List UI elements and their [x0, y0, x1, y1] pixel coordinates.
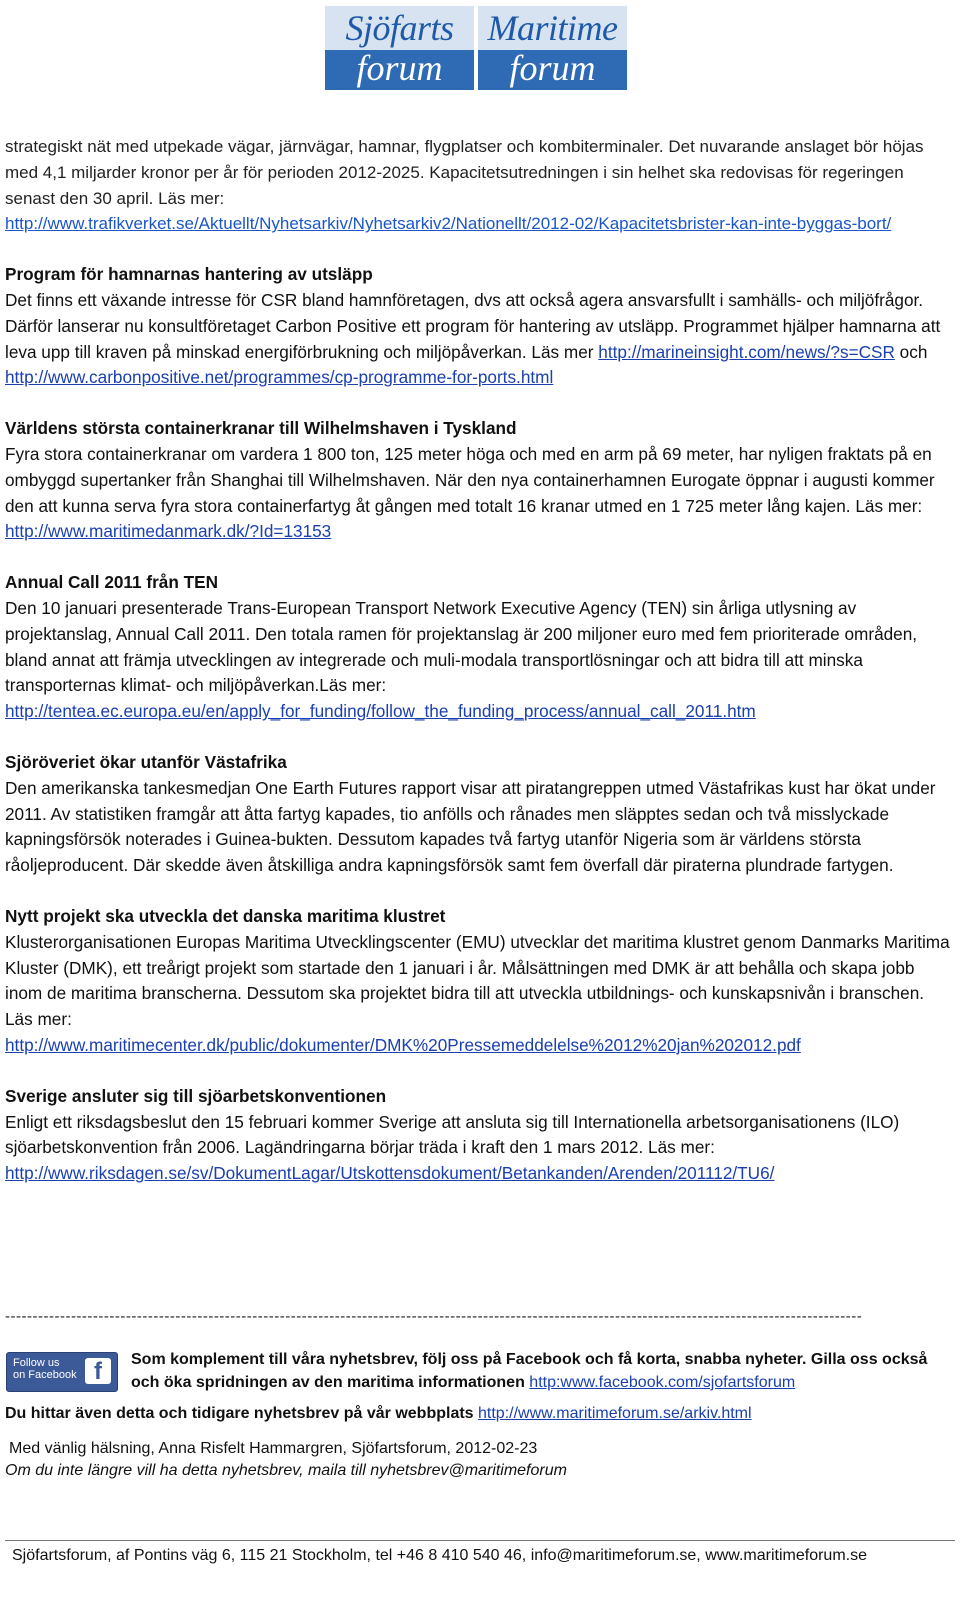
- news-link[interactable]: http://www.maritimecenter.dk/public/dokumenter/DMK%20Pressemeddelelse%2012%20jan%202012.pdf: [5, 1034, 801, 1055]
- news-body: Den 10 januari presenterade Trans-European Transport Network Executive Agency (TEN) sin årliga utlysning av projektanslag, Annual Call 2011. Den totala ramen för projektanslag är 200 miljoner euro med fem prioriterade områden, bland annat att främja utvecklingen av integrerade och muli-modala transportlösningar och att bidra till att minska transporternas klimat- och miljöpåverkan.Läs mer:: [5, 597, 918, 696]
- facebook-badge-line2: on Facebook: [13, 1369, 77, 1381]
- intro-text: strategiskt nät med utpekade vägar, järnvägar, hamnar, flygplatser och kombiterminaler. Det nuvarande anslaget bör höjas med 4,1 miljarder kronor per år för perioden 2012-2025. Kapacitetsutredningen i sin helhet ska redovisas för regeringen senast den 30 april. Läs mer:: [5, 137, 924, 208]
- news-title: Världens största containerkranar till Wilhelmshaven i Tyskland: [5, 418, 517, 439]
- unsubscribe-note: Om du inte längre vill ha detta nyhetsbrev, maila till nyhetsbrev@maritimeforum: [5, 1462, 567, 1479]
- news-body: Fyra stora containerkranar om vardera 1 800 ton, 125 meter höga och med en arm på 69 meter, har nyligen fraktats på en ombyggd supertanker från Shanghai till Wilhelmshaven. När den nya containerhamnen Eurogate öppnar i augusti kommer den att kunna serva fyra stora containerfartyg åt gången med totalt 16 kranar utmed en 1 725 meter lång kajen. Läs mer:: [5, 443, 935, 516]
- signature: Med vänlig hälsning, Anna Risfelt Hammargren, Sjöfartsforum, 2012-02-23: [9, 1440, 538, 1457]
- facebook-text: [131, 1348, 951, 1394]
- news-body: Enligt ett riksdagsbeslut den 15 februari kommer Sverige att ansluta sig till Internationella arbetsorganisationens (ILO) sjöarbetskonvention från 2006. Lagändringarna börjar träda i kraft den 1 mars 2012. Läs mer:: [5, 1111, 900, 1158]
- archive-text: Du hittar även detta och tidigare nyhetsbrev på vår webbplats: [5, 1405, 479, 1422]
- logo-maritimeforum: [478, 6, 627, 90]
- news-text: [5, 596, 955, 725]
- news-text: [5, 1110, 955, 1187]
- news-body: Det finns ett växande intresse för CSR bland hamnföretagen, dvs att också agera ansvarsfullt i samhälls- och miljöfrågor. Därför lanserar nu konsultföretaget Carbon Positive ett program för hantering av utsläpp. Programmet hjälper hamnarna att leva upp till kraven på minskad energiförbrukning och miljöpåverkan. Läs mer: [5, 289, 941, 362]
- news-link[interactable]: http://www.maritimedanmark.dk/?Id=13153: [5, 521, 332, 542]
- facebook-icon: f: [85, 1358, 111, 1384]
- news-link[interactable]: http://www.riksdagen.se/sv/DokumentLagar/Utskottensdokument/Betankanden/Arenden/201112/TU6/: [5, 1163, 775, 1184]
- logo-left-bottom: forum: [356, 48, 443, 88]
- logo-sjofartsforum: [325, 6, 474, 90]
- archive-link[interactable]: http://www.maritimeforum.se/arkiv.html: [478, 1405, 752, 1422]
- news-item: [5, 416, 955, 545]
- intro-paragraph: [5, 134, 955, 237]
- divider: ------------------------------------------------------------------------------------------------------------------------------------------------------------: [5, 1308, 863, 1325]
- logo-right-top: Maritime: [487, 8, 618, 48]
- news-text: [5, 442, 955, 545]
- footer-contact: Sjöfartsforum, af Pontins väg 6, 115 21 Stockholm, tel +46 8 410 540 46, info@maritimeforum.se, www.maritimeforum.se: [12, 1547, 867, 1564]
- archive-line: [5, 1403, 752, 1425]
- news-text: [5, 288, 955, 391]
- footer-divider: [5, 1540, 955, 1541]
- facebook-body: Som komplement till våra nyhetsbrev, följ oss på Facebook och få korta, snabba nyheter. Gilla oss också och öka spridningen av den maritima informationen: [131, 1351, 928, 1391]
- facebook-badge-text: [13, 1357, 77, 1381]
- news-link[interactable]: http://marineinsight.com/news/?s=CSR: [598, 341, 895, 362]
- intro-link[interactable]: http://www.trafikverket.se/Aktuellt/Nyhetsarkiv/Nyhetsarkiv2/Nationellt/2012-02/Kapacitetsbrister-kan-inte-byggas-bort/: [5, 214, 892, 234]
- news-title: Annual Call 2011 från TEN: [5, 572, 218, 593]
- news-item: [5, 750, 955, 879]
- news-title: Sjöröveriet ökar utanför Västafrika: [5, 751, 287, 772]
- news-text: Den amerikanska tankesmedjan One Earth Futures rapport visar att piratangreppen utmed Västafrikas kust har ökat under 2011. Av statistiken framgår att åtta fartyg kapades, tio anfölls och rånades men släpptes sedan och två misslyckade kapningsförsök noterades i Guinea-bukten. Dessutom kapades två fartyg utanför Nigeria som är världens största råoljeproducent. Där skedde även åtskilliga andra kapningsförsök samt fem överfall där piraterna plundrade fartygen.: [5, 777, 936, 876]
- news-title: Program för hamnarnas hantering av utsläpp: [5, 264, 373, 285]
- news-item: [5, 570, 955, 725]
- news-title: Sverige ansluter sig till sjöarbetskonventionen: [5, 1085, 387, 1106]
- news-text: [5, 930, 955, 1059]
- news-item: [5, 904, 955, 1059]
- news-link[interactable]: http://www.carbonpositive.net/programmes/cp-programme-for-ports.html: [5, 367, 554, 388]
- logo-right-bottom: forum: [509, 48, 596, 88]
- news-item: [5, 1084, 955, 1187]
- news-link[interactable]: http://tentea.ec.europa.eu/en/apply_for_funding/follow_the_funding_process/annual_call_2011.htm: [5, 701, 756, 722]
- facebook-badge-line1: Follow us: [13, 1357, 60, 1369]
- news-item: [5, 262, 955, 391]
- newsletter-body: [5, 134, 955, 1187]
- logo-left-top: Sjöfarts: [345, 8, 454, 48]
- news-connector: och: [894, 341, 928, 362]
- facebook-follow-button[interactable]: [6, 1352, 118, 1392]
- facebook-section: [6, 1348, 956, 1398]
- news-body: Klusterorganisationen Europas Maritima Utvecklingscenter (EMU) utvecklar det maritima klustret genom Danmarks Maritima Kluster (DMK), ett treårigt projekt som startade den 1 januari i år. Målsättningen med DMK är att behålla och skapa jobb inom de maritima branscherna. Dessutom ska projektet bidra till att utveckla utbildnings- och kunskapsnivån i branschen. Läs mer:: [5, 931, 950, 1030]
- facebook-link[interactable]: http:www.facebook.com/sjofartsforum: [529, 1374, 796, 1391]
- logo: [325, 6, 627, 90]
- news-title: Nytt projekt ska utveckla det danska maritima klustret: [5, 905, 446, 926]
